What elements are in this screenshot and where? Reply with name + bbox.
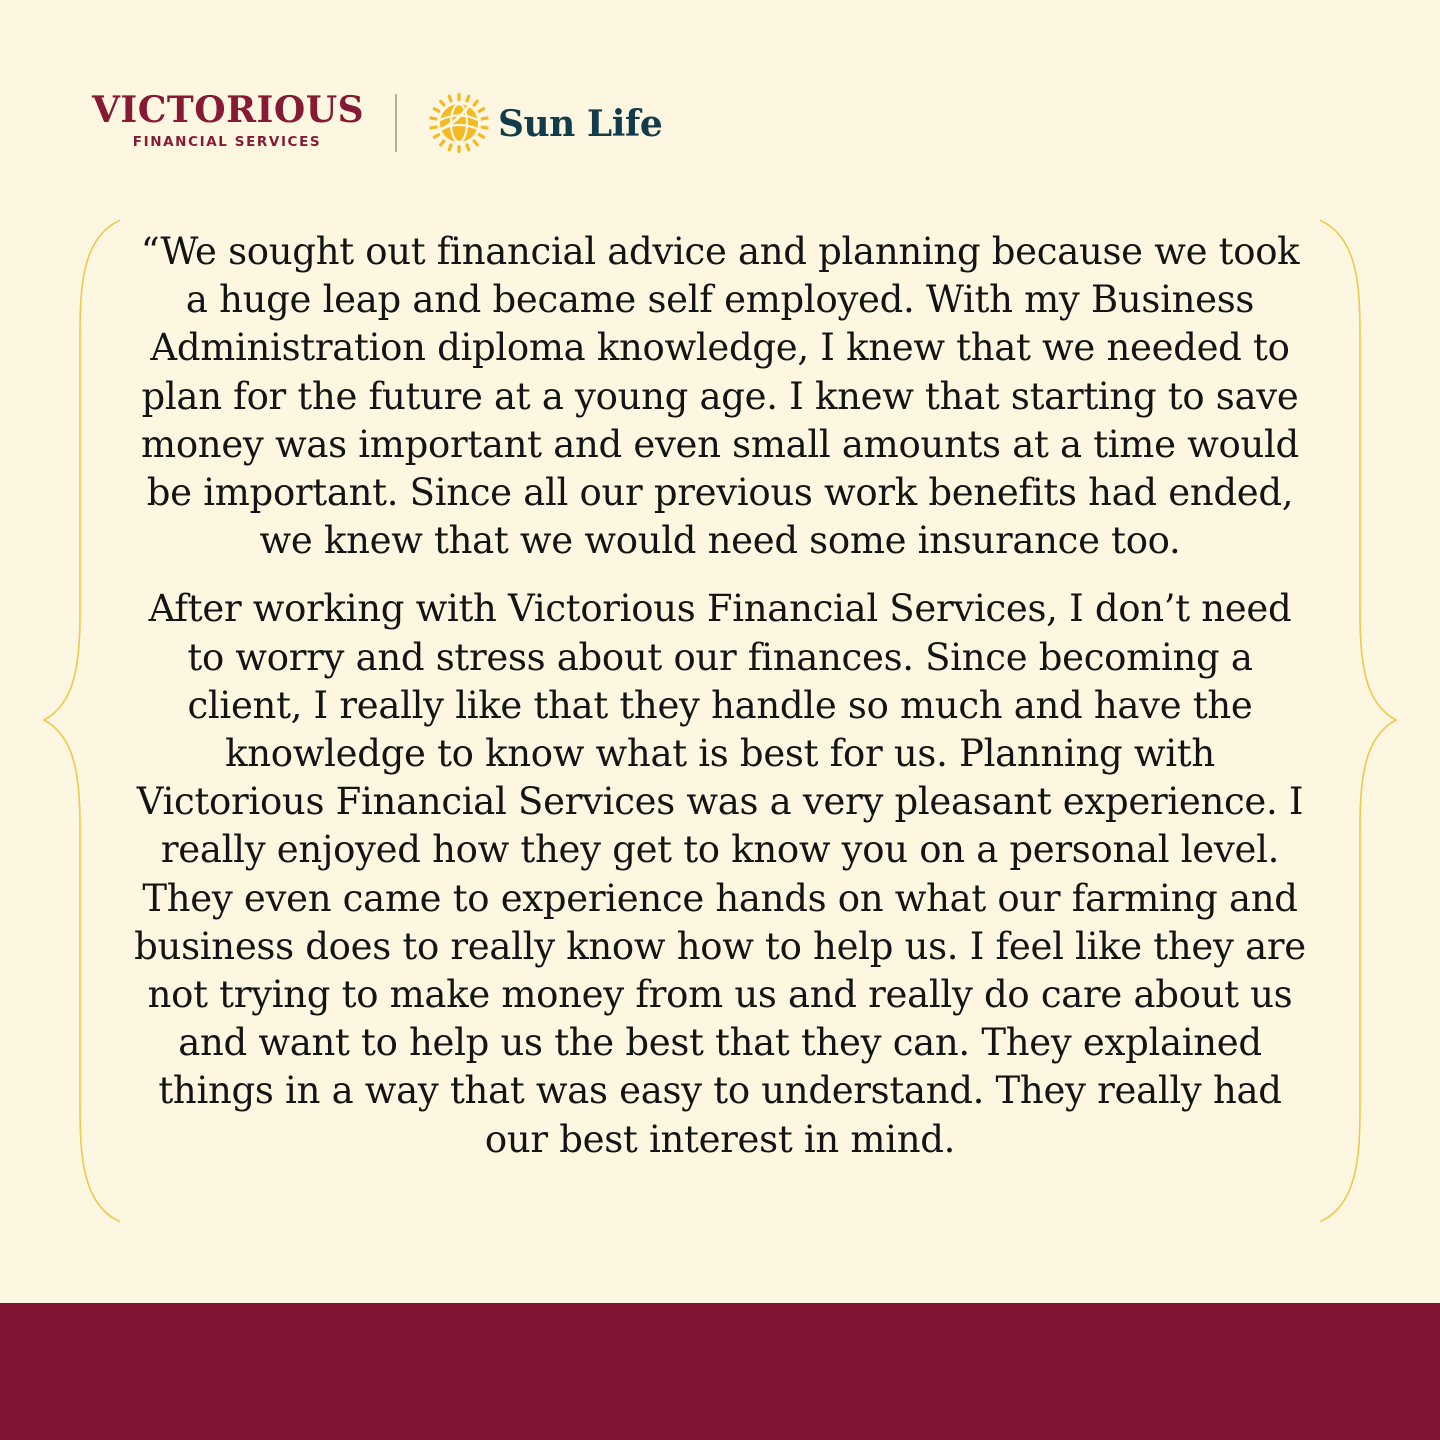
victorious-logo-name: VICTORIOUS xyxy=(92,89,365,131)
logo-divider xyxy=(395,94,397,152)
header-logos xyxy=(92,88,732,158)
victorious-logo-subtitle: FINANCIAL SERVICES xyxy=(132,134,322,150)
sun-icon xyxy=(428,92,490,154)
testimonial-paragraph: “We sought out financial advice and planning because we took a huge leap and became self employed. With my Business Administration diploma knowledge, I knew that we needed to plan for the future at a young age. I knew that starting to save money was important and even small amounts at a time would be important. Since all our previous work benefits had ended, we knew that we would need some insurance too. xyxy=(140,230,1300,563)
victorious-logo xyxy=(92,89,365,150)
sunlife-logo-name: Sun Life xyxy=(498,103,663,145)
testimonial-quote xyxy=(130,228,1310,1164)
footer-band xyxy=(0,1303,1440,1440)
left-brace-ornament xyxy=(40,216,120,1226)
right-brace-ornament xyxy=(1320,216,1400,1226)
sunlife-logo xyxy=(428,92,688,152)
testimonial-paragraph: After working with Victorious Financial Services, I don’t need to worry and stress about our finances. Since becoming a client, I really like that they handle so much and have the knowledge to know what is best for us. Planning with Victorious Financial Services was a very pleasant experience. I really enjoyed how they get to know you on a personal level. They even came to experience hands on what our farming and business does to really know how to help us. I feel like they are not trying to make money from us and really do care about us and want to help us the best that they can. They explained things in a way that was easy to understand. They really had our best interest in mind. xyxy=(134,587,1306,1161)
